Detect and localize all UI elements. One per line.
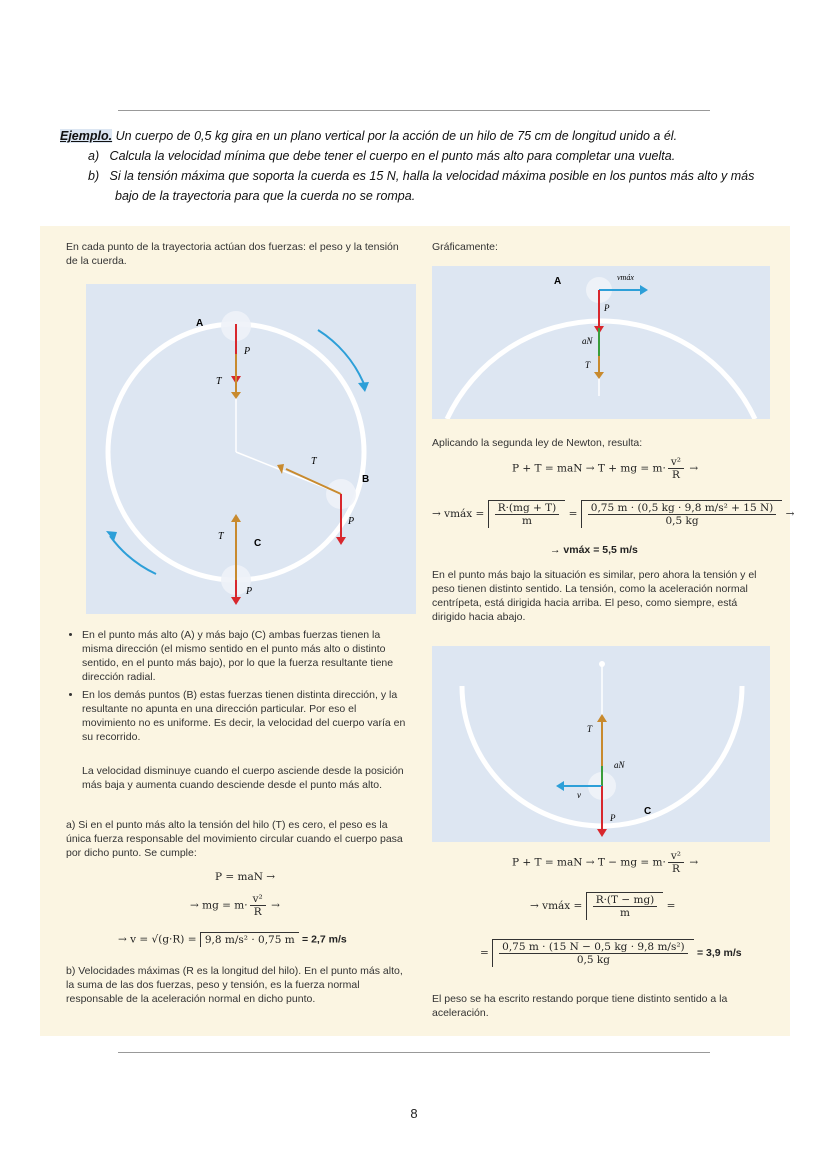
eq-1: P = maN → bbox=[215, 871, 276, 883]
right-low-text: En el punto más bajo la situación es similar, pero ahora la tensión y el peso tienen distinto sentido. La tensión, como la aceleración normal centrípeta, está dirigida hacia arriba. El peso, como siempre, está dirigido hacia abajo. bbox=[432, 569, 757, 623]
label-A: A bbox=[196, 318, 204, 329]
eq-C1: P + T = maN → T − mg = m· $\frac{\text{v²}}{R}$ → bbox=[512, 850, 699, 875]
bottom-figure bbox=[432, 646, 770, 842]
label-T-low: T bbox=[587, 724, 593, 734]
eq-A1: P + T = maN → T + mg = m· $\frac{\text{v²}}{R}$ → bbox=[512, 456, 699, 481]
eq-3: → v = √(g·R) = 9,8 m/s² · 0,75 m = 2,7 m/s bbox=[118, 933, 347, 946]
label-aN-low: aN bbox=[614, 760, 625, 770]
bullet-2: • En los demás puntos (B) estas fuerzas tienen distinta dirección, y la resultante no apunta en una dirección particular. Por eso el movimiento no es uniforme. Es decir, la velocidad del cuerpo varía en su recorrido. bbox=[82, 688, 411, 744]
example-block bbox=[60, 126, 780, 206]
eq-2: → mg = m· $\frac{\text{v²}}{R}$ → bbox=[190, 893, 280, 918]
label-B: B bbox=[362, 474, 370, 485]
top-rule bbox=[118, 110, 710, 111]
right-final: El peso se ha escrito restando porque tiene distinto sentido a la aceleración. bbox=[432, 993, 728, 1019]
left-bullets bbox=[66, 628, 411, 748]
example-label: Ejemplo. bbox=[60, 129, 113, 143]
eq-C3: = $\frac{\text{0,75 m · (15 N − 0,5 kg · 9,8 m/s²)}}{0,5 kg}$ = 3,9 m/s bbox=[480, 941, 742, 966]
bullet-1: • En el punto más alto (A) y más bajo (C) ambas fuerzas tienen la misma dirección (el mismo sentido en el punto más alto o distinto sentido, en el punto más bajo), por lo que la fuerza resultante tiene dirección radial. bbox=[82, 628, 411, 684]
left-para: La velocidad disminuye cuando el cuerpo asciende desde la posición más baja y aumenta cuando desciende desde el punto más alto. bbox=[82, 765, 404, 791]
circle-diagram bbox=[86, 284, 416, 614]
bottom-diagram bbox=[432, 646, 770, 842]
label-C: C bbox=[254, 538, 262, 549]
label-v-low: v bbox=[577, 790, 581, 800]
label-P-low: P bbox=[610, 813, 616, 823]
eq-A2: → vmáx = $\frac{R\cdot(mg + T)}{m}$ = $\frac{\text{0,75 m · (0,5 kg · 9,8 m/s² + 15 N)}}{0,5 kg}$ → bbox=[432, 502, 795, 527]
label-T-B: T bbox=[311, 456, 317, 467]
textbook-panel bbox=[40, 226, 795, 1036]
example-text: Un cuerpo de 0,5 kg gira en un plano vertical por la acción de un hilo de 75 cm de longitud unido a él. bbox=[115, 129, 678, 143]
eq-A3: → vmáx = 5,5 m/s bbox=[550, 544, 638, 556]
circle-figure bbox=[86, 284, 416, 614]
label-T-right: T bbox=[585, 360, 591, 370]
top-figure bbox=[432, 266, 770, 419]
example-item-a: a) Calcula la velocidad mínima que debe tener el cuerpo en el punto más alto para completar una vuelta. bbox=[88, 149, 676, 163]
bottom-rule bbox=[118, 1052, 710, 1053]
label-vmax: vmáx bbox=[617, 273, 634, 282]
label-C-right: C bbox=[644, 806, 652, 817]
left-a-text: a) Si en el punto más alto la tensión del hilo (T) es cero, el peso es la única fuerza responsable del movimiento circular cuando el cuerpo pasa por dicho punto. Se cumple: bbox=[66, 819, 403, 859]
eq-C2: → vmáx = $\frac{R\cdot(T - mg)}{m}$ = bbox=[530, 894, 676, 919]
left-b-text: b) Velocidades máximas (R es la longitud del hilo). En el punto más alto, la suma de las dos fuerzas, peso y tensión, es la fuerza normal responsable de la aceleración normal en dicho punto. bbox=[66, 965, 403, 1005]
label-P-right: P bbox=[604, 303, 610, 313]
label-A-right: A bbox=[554, 276, 562, 287]
right-newton: Aplicando la segunda ley de Newton, resulta: bbox=[432, 437, 643, 449]
label-aN-right: aN bbox=[582, 336, 593, 346]
right-graf: Gráficamente: bbox=[432, 241, 498, 253]
left-intro: En cada punto de la trayectoria actúan dos fuerzas: el peso y la tensión de la cuerda. bbox=[66, 241, 399, 267]
top-diagram bbox=[432, 266, 770, 419]
example-item-b: b) Si la tensión máxima que soporta la cuerda es 15 N, halla la velocidad máxima posible en los puntos más alto y más bajo de la trayectoria para que la cuerda no se rompa. bbox=[88, 169, 755, 203]
label-T-C: T bbox=[218, 531, 224, 542]
label-P-B: P bbox=[348, 516, 355, 527]
label-T-top: T bbox=[216, 376, 222, 387]
label-P-C: P bbox=[246, 586, 253, 597]
page-number: 8 bbox=[410, 1106, 418, 1121]
label-P-top: P bbox=[244, 346, 251, 357]
